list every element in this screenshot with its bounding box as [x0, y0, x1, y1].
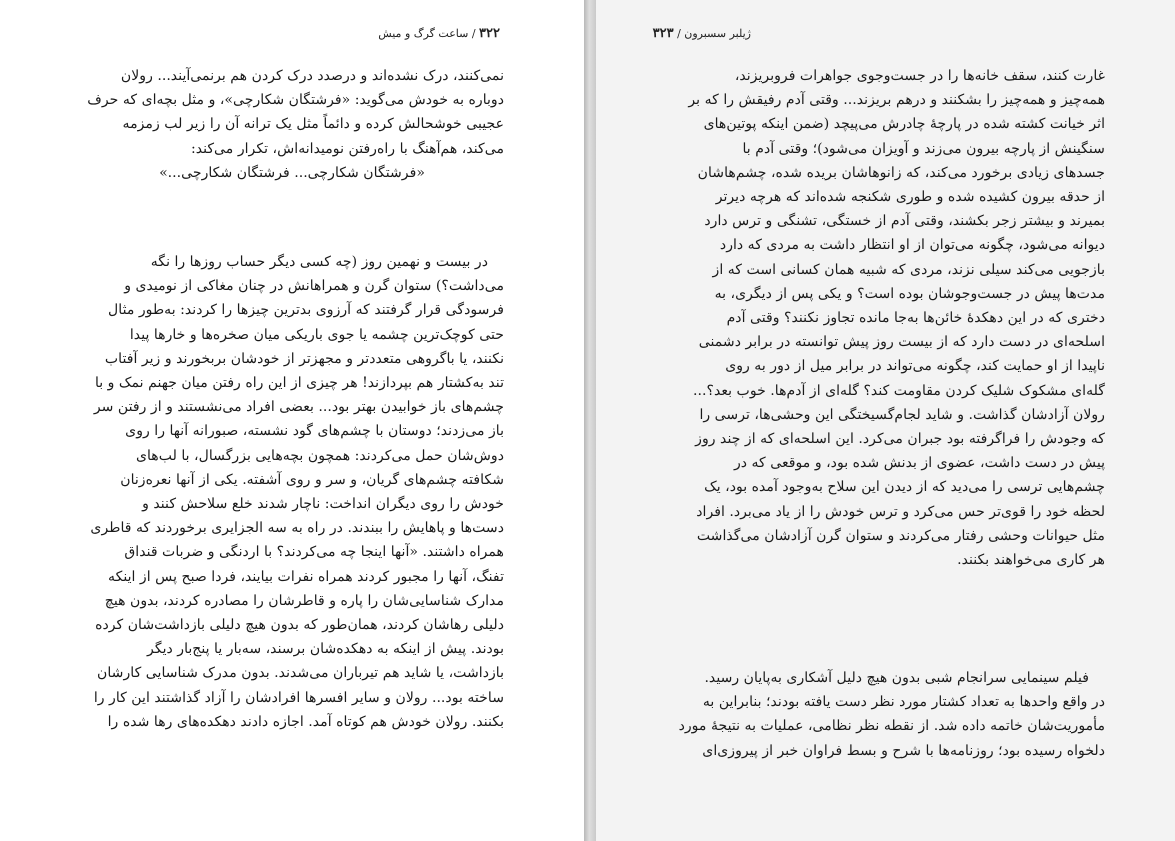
line: از حدقه بیرون کشیده شده و طوری شکنجه شده‌اند که هرچه دیرتر — [715, 189, 1105, 206]
line: دلیلی رهاشان کردند، همان‌طور که بدون هیچ دلیلی بازداشت‌شان کرده — [95, 617, 504, 634]
line: دوش‌شان حمل می‌کردند: همچون بچه‌هایی بزرگسال، با لب‌های — [135, 447, 504, 464]
book-gutter — [584, 0, 596, 841]
line: بمیرند و بیشتر زجر بکشند، وقتی آدم از خستگی، تشنگی و ترس دارد — [704, 213, 1105, 230]
line: لحظه خود را قوی‌تر حس می‌کرد و ترس خودش را از یاد می‌برد. افراد — [696, 503, 1105, 520]
left-page — [0, 0, 584, 841]
line: مثل حیوانات وحشی رفتار می‌کردند و ستوان گرن آزادشان می‌گذاشت — [696, 527, 1105, 544]
line: اسلحه‌ای در دست دارد که از بیست روز پیش توانسته در برابر دشمنی — [698, 334, 1105, 351]
line: سنگینش از پارچه بیرون می‌زند و آویزان می‌شود)؛ وقتی آدم با — [742, 140, 1105, 157]
line: فرسودگی قرار گرفتند که آرزوی بدترین چیزها را کردند: به‌طور مثال — [108, 302, 504, 319]
line: ساخته بود... رولان و سایر افسرها افرادشان را آزاد گذاشتند این کار را — [93, 689, 504, 706]
right-page — [596, 0, 1175, 841]
running-title: / ساعت گرگ و میش — [378, 27, 476, 40]
line: چشم‌هایی ترسی را می‌دید که از دیدن این سلاح به‌وجود آمده بود، یک — [704, 479, 1105, 496]
running-title: ژیلبر سسبرون / — [677, 27, 751, 40]
line: پیش در دست داشت، عضوی از بدنش شده بود، و موقعی که در — [733, 455, 1105, 472]
line: مدت‌ها پیش در جست‌وجوشان بوده است؟ و یکی پس از دیگری، به — [714, 285, 1105, 302]
page-number: ۳۲۲ — [479, 26, 500, 41]
line: مدارک شناسایی‌شان را پاره و قاطرشان را مصادره کردند، بدون هیچ — [104, 592, 504, 609]
line: نمی‌کنند، درک نشده‌اند و درصدد درک کردن هم برنمی‌آیند... رولان — [120, 68, 504, 84]
paragraph — [671, 666, 1105, 763]
page-number: ۳۲۳ — [652, 26, 674, 41]
line: رولان آزادشان گذاشت. و شاید لجام‌گسیختگی این وحشی‌ها، ترسی را — [699, 406, 1105, 423]
line: که وجودش را فراگرفته بود جبران می‌کرد. این اسلحه‌ای که از چند روز — [695, 431, 1105, 448]
line: در بیست و نهمین روز (چه کسی دیگر حساب روزها را نگه — [150, 254, 488, 270]
line: دوباره به خودش می‌گوید: «فرشتگان شکارچی»، و مثل بچه‌ای که حرف — [87, 92, 504, 109]
paragraph — [80, 250, 504, 734]
line: می‌کند، هم‌آهنگ با راه‌رفتن نومیدانه‌اش، تکرار می‌کند: — [190, 140, 504, 157]
line: نکنند، یا باگروهی متعددتر و مجهزتر از خودشان بربخورند و زیر آفتاب — [104, 350, 504, 367]
paragraph — [671, 64, 1105, 572]
line: جسدهای زیادی برخورد می‌کند، که زانوهاشان بریده شده، چشم‌هاشان — [697, 164, 1105, 181]
line: بازجویی می‌کند سیلی نزند، مردی که شبیه همان کسانی است که از — [712, 261, 1105, 278]
line: همه‌چیز و همه‌چیز را بشکنند و درهم بریزند... وقتی آدم رفیقش را که بر — [688, 92, 1105, 109]
line: خودش را روی دیگران انداخت: ناچار شدند خلع سلاحش کنند و — [142, 496, 504, 513]
line: باز می‌زدند؛ دوستان با چشم‌های گود نشسته، صبورانه آنها را روی — [125, 423, 504, 440]
line: بودند. پیش از اینکه به دهکده‌شان برسند، سه‌بار یا پنج‌بار دیگر — [147, 641, 504, 658]
line: بکنند. رولان خودش هم کوتاه آمد. اجازه دادند دهکده‌های رها شده را — [107, 713, 504, 730]
line: اثر خیانت کشته شده در پارچهٔ چادرش می‌پیچد (ضمن اینکه پوتین‌های — [703, 116, 1105, 133]
line: گله‌ای مشکوک شلیک کردن مقاومت کند؟ گله‌ای از آدم‌ها. خوب بعد؟... — [693, 382, 1105, 399]
line: عجیبی خوشحالش کرده و دائماً مثل یک ترانه آن را زیر لب زمزمه — [122, 116, 504, 133]
paragraph — [80, 64, 504, 185]
line: دلخواه رسیده بود؛ روزنامه‌ها با شرح و بسط فراوان خبر از پیروزی‌ای — [702, 742, 1105, 759]
line: شکافته چشم‌های گریان، و سر و روی آشفته. یکی از آنها نعره‌زنان — [120, 471, 504, 488]
line: تند به‌کشتار هم بپردازند! هر چیزی از این راه رفتن میان جهنم نمک و با — [94, 375, 504, 392]
quote-line: «فرشتگان شکارچی... فرشتگان شکارچی...» — [159, 164, 425, 181]
line: تفنگ، آنها را مجبور کردند همراه نفرات بیایند، فردا صبح پس از اینکه — [108, 568, 504, 585]
line: همراه داشتند. «آنها اینجا چه می‌کردند؟ با اردنگی و ضربات قنداق — [124, 544, 504, 561]
line: فیلم سینمایی سرانجام شبی بدون هیچ دلیل آشکاری به‌پایان رسید. — [704, 670, 1089, 686]
line: غارت کنند، سقف خانه‌ها را در جست‌وجوی جواهرات فروبریزند، — [734, 68, 1105, 84]
running-head — [653, 26, 751, 41]
line: دست‌ها و پاهایش را ببندند. در راه به سه الجزایری برخوردند که قاطری — [90, 520, 504, 537]
line: در واقع واحدها به تعداد کشتار مورد نظر دست یافته بودند؛ بنابراین به — [702, 694, 1105, 711]
line: مأموریت‌شان خاتمه داده شد. از نقطه نظر نظامی، عملیات به نتیجهٔ مورد — [678, 718, 1105, 735]
line: چشم‌های باز خوابیدن بهتر بود... بعضی افراد می‌نشستند و از رفتن سر — [93, 399, 504, 416]
line: حتی کوچک‌ترین چشمه یا جوی باریکی میان صخره‌ها و خارها پیدا — [129, 326, 504, 343]
line: بازداشت، یا شاید هم تیرباران می‌شدند. بدون مدرک شناسایی کارشان — [97, 665, 504, 682]
line: دیوانه می‌شود، چگونه می‌توان از او انتظار داشت به مردی که دارد — [719, 237, 1105, 254]
line: ناپیدا از او حمایت کند، چگونه می‌تواند در برابر میل از دور به روی — [725, 358, 1105, 375]
line: می‌داشت؟) ستوان گرن و همراهانش در چنان مغاکی از نومیدی و — [124, 278, 504, 295]
line: هر کاری می‌خواهند بکنند. — [957, 552, 1105, 569]
running-head — [378, 26, 500, 41]
line: دختری که در این دهکدهٔ خائن‌ها به‌جا مانده تجاوز نکنند؟ وقتی آدم — [726, 310, 1105, 327]
